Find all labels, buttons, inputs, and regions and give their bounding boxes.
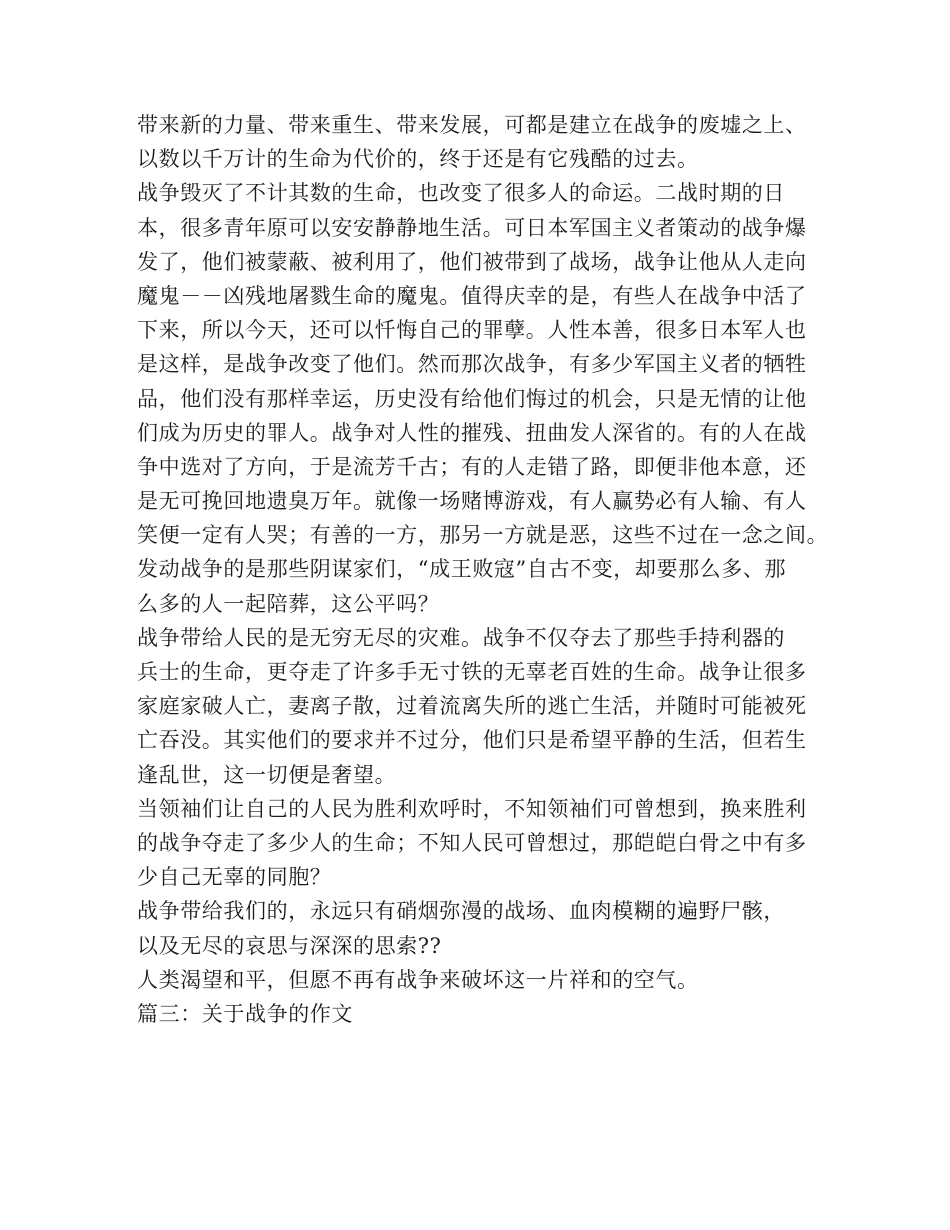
text-line: 的战争夺走了多少人的生命；不知人民可曾想过，那皑皑白骨之中有多 xyxy=(137,830,807,855)
text-line: 争中选对了方向，于是流芳千古；有的人走错了路，即便非他本意，还 xyxy=(137,454,807,479)
text-line: 兵士的生命，更夺走了许多手无寸铁的无辜老百姓的生命。战争让很多 xyxy=(137,660,807,684)
text-line: 下来，所以今天，还可以忏悔自己的罪孽。人性本善，很多日本军人也 xyxy=(137,318,807,343)
text-line: 发了，他们被蒙蔽、被利用了，他们被带到了战场，战争让他从人走向 xyxy=(137,249,807,274)
text-line: 本，很多青年原可以安安静静地生活。可日本军国主义者策动的战争爆 xyxy=(137,215,807,240)
text-line: 笑便一定有人哭；有善的一方，那另一方就是恶，这些不过在一念之间。 xyxy=(137,523,829,548)
text-line: 魔鬼－－凶残地屠戮生命的魔鬼。值得庆幸的是，有些人在战争中活了 xyxy=(137,283,807,308)
text-line: 人类渴望和平，但愿不再有战争来破坏这一片祥和的空气。 xyxy=(137,967,699,992)
text-line: 少自己无辜的同胞？ xyxy=(137,865,332,890)
text-line: 当领袖们让自己的人民为胜利欢呼时，不知领袖们可曾想到，换来胜利 xyxy=(137,796,807,821)
text-line: 以数以千万计的生命为代价的，终于还是有它残酷的过去。 xyxy=(137,147,699,172)
essay-body xyxy=(137,108,827,1031)
text-line: 以及无尽的哀思与深深的思索?? xyxy=(137,933,442,958)
text-line: 们成为历史的罪人。战争对人性的摧残、扭曲发人深省的。有的人在战 xyxy=(137,420,807,445)
text-line: 亡吞没。其实他们的要求并不过分，他们只是希望平静的生活，但若生 xyxy=(137,728,807,753)
text-line: 逢乱世，这一切便是奢望。 xyxy=(137,762,397,787)
text-line: 品，他们没有那样幸运，历史没有给他们悔过的机会，只是无情的让他 xyxy=(137,386,807,411)
text-line: 是这样，是战争改变了他们。然而那次战争，有多少军国主义者的牺牲 xyxy=(137,352,807,377)
text-line: 家庭家破人亡，妻离子散，过着流离失所的逃亡生活，并随时可能被死 xyxy=(137,694,807,719)
text-line: 战争带给我们的，永远只有硝烟弥漫的战场、血肉模糊的遍野尸骸， xyxy=(137,899,785,924)
text-line: 是无可挽回地遗臭万年。就像一场赌博游戏，有人赢势必有人输、有人 xyxy=(137,489,807,514)
text-line: 么多的人一起陪葬，这公平吗？ xyxy=(137,591,440,616)
text-line: 带来新的力量、带来重生、带来发展，可都是建立在战争的废墟之上、 xyxy=(137,113,807,137)
text-line: 战争毁灭了不计其数的生命，也改变了很多人的命运。二战时期的日 xyxy=(137,181,785,206)
section-heading: 篇三：关于战争的作文 xyxy=(137,1001,353,1026)
text-line: 发动战争的是那些阴谋家们，“成王败寇”自古不变，却要那么多、那 xyxy=(137,557,787,582)
text-line: 战争带给人民的是无穷无尽的灾难。战争不仅夺去了那些手持利器的 xyxy=(137,625,785,650)
